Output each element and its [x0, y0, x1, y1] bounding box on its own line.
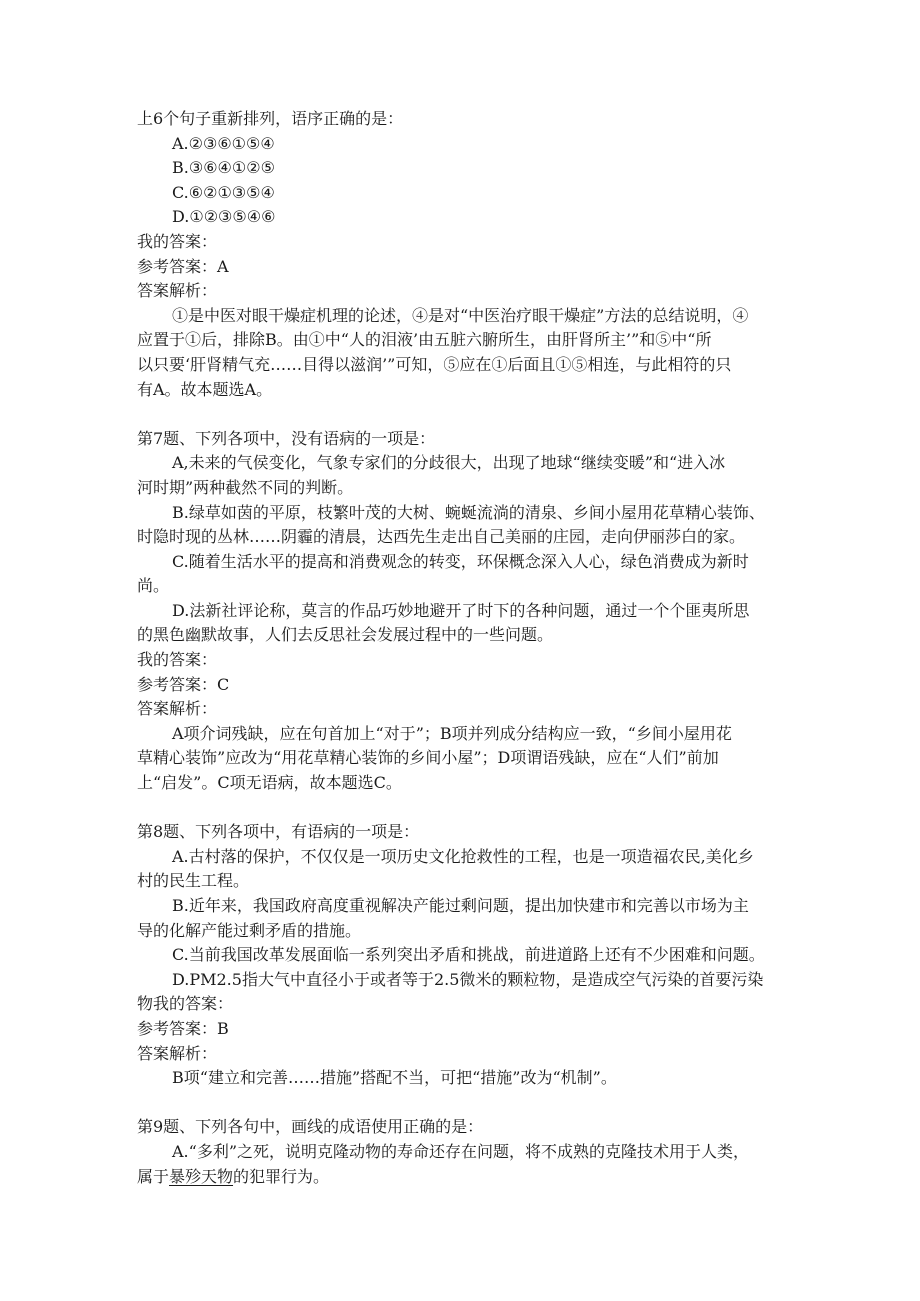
q6-option-d: D.①②③⑤④⑥ — [172, 207, 276, 227]
q7-analysis-line: 草精心装饰”应改为“用花草精心装饰的乡间小屋”；D项谓语残缺，应在“人们”前加 — [137, 748, 719, 768]
q7-option-d-cont: 的黑色幽默故事，人们去反思社会发展过程中的一些问题。 — [137, 625, 554, 645]
q9-option-a-pre: 属于 — [137, 1166, 170, 1186]
q7-analysis-line: 上“启发”。C项无语病，故本题选C。 — [137, 773, 402, 793]
q6-option-b: B.③⑥④①②⑤ — [172, 158, 275, 178]
q7-option-d: D.法新社评论称，莫言的作品巧妙地避开了时下的各种问题，通过一个个匪夷所思 — [172, 600, 750, 620]
q8-option-d: D.PM2.5指大气中直径小于或者等于2.5微米的颗粒物，是造成空气污染的首要污染 — [172, 969, 764, 989]
q6-option-c: C.⑥②①③⑤④ — [172, 182, 275, 202]
q8-stem: 第8题、下列各项中，有语病的一项是： — [137, 822, 420, 842]
q8-option-c: C.当前我国改革发展面临一系列突出矛盾和挑战，前进道路上还有不少困难和问题。 — [172, 945, 765, 965]
q9-option-a-post: 的犯罪行为。 — [233, 1166, 330, 1186]
q9-option-a: A.“多利”之死，说明克隆动物的寿命还存在问题，将不成熟的克隆技术用于人类， — [172, 1141, 750, 1161]
q7-stem: 第7题、下列各项中，没有语病的一项是： — [137, 428, 436, 448]
q7-option-c: C.随着生活水平的提高和消费观念的转变，环保概念深入人心，绿色消费成为新时 — [172, 551, 749, 571]
q6-analysis-line: 以只要‘肝肾精气充……目得以滋润’”可知，⑤应在①后面且①⑤相连，与此相符的只 — [137, 354, 732, 374]
q6-my-answer: 我的答案： — [137, 231, 218, 251]
q7-option-a-cont: 河时期”两种截然不同的判断。 — [137, 477, 354, 497]
q6-analysis-line: ①是中医对眼干燥症机理的论述，④是对“中医治疗眼干燥症”方法的总结说明，④ — [172, 305, 749, 325]
q8-option-b: B.近年来，我国政府高度重视解决产能过剩问题，提出加快建市和完善以市场为主 — [172, 896, 749, 915]
q8-analysis-label: 答案解析： — [137, 1043, 218, 1063]
q7-analysis-label: 答案解析： — [137, 699, 218, 719]
q6-analysis-line: 应置于①后，排除B。由①中“人的泪液’由五脏六腑所生，由肝肾所主’”和⑤中“所 — [137, 330, 712, 350]
spacer — [137, 1091, 820, 1116]
q6-stem-tail: 上6个句子重新排列，语序正确的是： — [137, 109, 404, 128]
spacer — [137, 796, 820, 821]
q9-underlined-idiom: 暴殄天物 — [169, 1166, 234, 1186]
q7-option-c-cont: 尚。 — [137, 576, 170, 596]
q7-option-b: B.绿草如茵的平原，枝繁叶茂的大树、蜿蜒流淌的清泉、乡间小屋用花草精心装饰、 — [172, 502, 765, 522]
q7-analysis-line: A项介词残缺，应在句首加上“对于”；B项并列成分结构应一致，“乡间小屋用花 — [172, 723, 732, 743]
q7-option-a: A,未来的气侯变化，气象专家们的分歧很大，出现了地球“继续变暖”和“进入冰 — [172, 453, 726, 473]
q7-reference-answer: 参考答案：C — [137, 674, 230, 694]
spacer — [137, 402, 820, 427]
q7-my-answer: 我的答案： — [137, 650, 218, 670]
q6-reference-answer: 参考答案：A — [137, 256, 229, 276]
q8-option-a: A.古村落的保护，不仅仅是一项历史文化抢救性的工程，也是一项造福农民,美化乡 — [172, 846, 754, 866]
q8-option-d-cont: 物我的答案： — [137, 994, 234, 1014]
q8-reference-answer: 参考答案：B — [137, 1018, 229, 1038]
q8-analysis-line: B项“建立和完善……措施”搭配不当，可把“措施”改为“机制”。 — [172, 1068, 617, 1088]
q9-option-a-cont — [137, 1165, 820, 1190]
q9-stem: 第9题、下列各句中，画线的成语使用正确的是： — [137, 1117, 484, 1137]
q6-analysis-line: 有A。故本题选A。 — [137, 379, 273, 399]
q6-analysis-label: 答案解析： — [137, 281, 218, 301]
q6-option-a: A.②③⑥①⑤④ — [172, 133, 275, 153]
q8-option-a-cont: 村的民生工程。 — [137, 871, 250, 891]
q8-option-b-cont: 导的化解产能过剩矛盾的措施。 — [137, 920, 362, 940]
q7-option-b-cont: 时隐时现的丛林……阴霾的清晨，达西先生走出自己美丽的庄园，走向伊丽莎白的家。 — [137, 527, 746, 547]
